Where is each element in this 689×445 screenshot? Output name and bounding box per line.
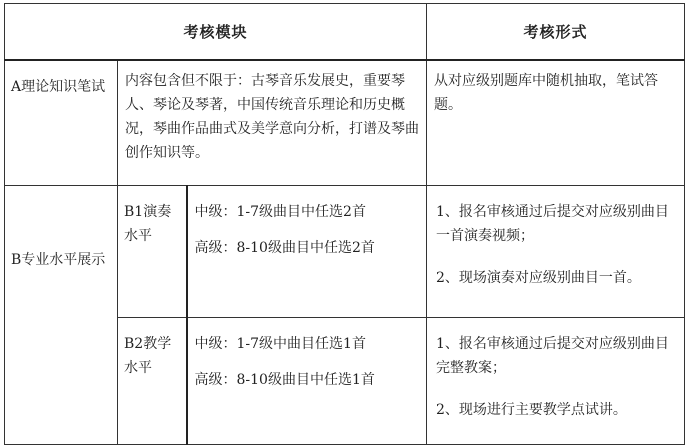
row-b2-form-2: 2、现场进行主要教学点试讲。 xyxy=(436,401,627,418)
row-a-form: 从对应级别题库中随机抽取，笔试答题。 xyxy=(427,60,685,185)
row-a xyxy=(5,60,685,185)
row-b1-form-2: 2、现场演奏对应级别曲目一首。 xyxy=(436,269,641,286)
header-module: 考核模块 xyxy=(5,4,427,61)
row-b1-form xyxy=(427,185,685,317)
header-form: 考核形式 xyxy=(427,4,685,61)
row-b1-form-1: 1、报名审核通过后提交对应级别曲目一首演奏视频； xyxy=(436,203,669,244)
row-b2-form-1: 1、报名审核通过后提交对应级别曲目完整教案； xyxy=(436,335,669,376)
row-b2-form xyxy=(427,317,685,444)
assessment-table xyxy=(4,3,685,445)
row-b1-label: B1演奏水平 xyxy=(118,185,187,317)
row-b2-label: B2教学水平 xyxy=(118,317,187,444)
row-a-label: A理论知识笔试 xyxy=(5,60,118,185)
row-b2-level-high: 高级：8-10级曲目中任选1首 xyxy=(194,371,375,388)
header-row xyxy=(5,4,685,61)
row-b2-levels xyxy=(187,317,427,444)
row-b1-level-high: 高级：8-10级曲目中任选2首 xyxy=(194,239,375,256)
row-a-content: 内容包含但不限于：古琴音乐发展史，重要琴人、琴论及琴著，中国传统音乐理论和历史概况，琴曲作品曲式及美学意向分析，打谱及琴曲创作知识等。 xyxy=(118,60,427,185)
row-b1-level-mid: 中级：1-7级曲目中任选2首 xyxy=(194,203,366,220)
row-b1-levels xyxy=(187,185,427,317)
row-b-label: B专业水平展示 xyxy=(5,185,118,444)
row-b2-level-mid: 中级：1-7级中曲目任选1首 xyxy=(194,335,366,352)
row-b1 xyxy=(5,185,685,317)
